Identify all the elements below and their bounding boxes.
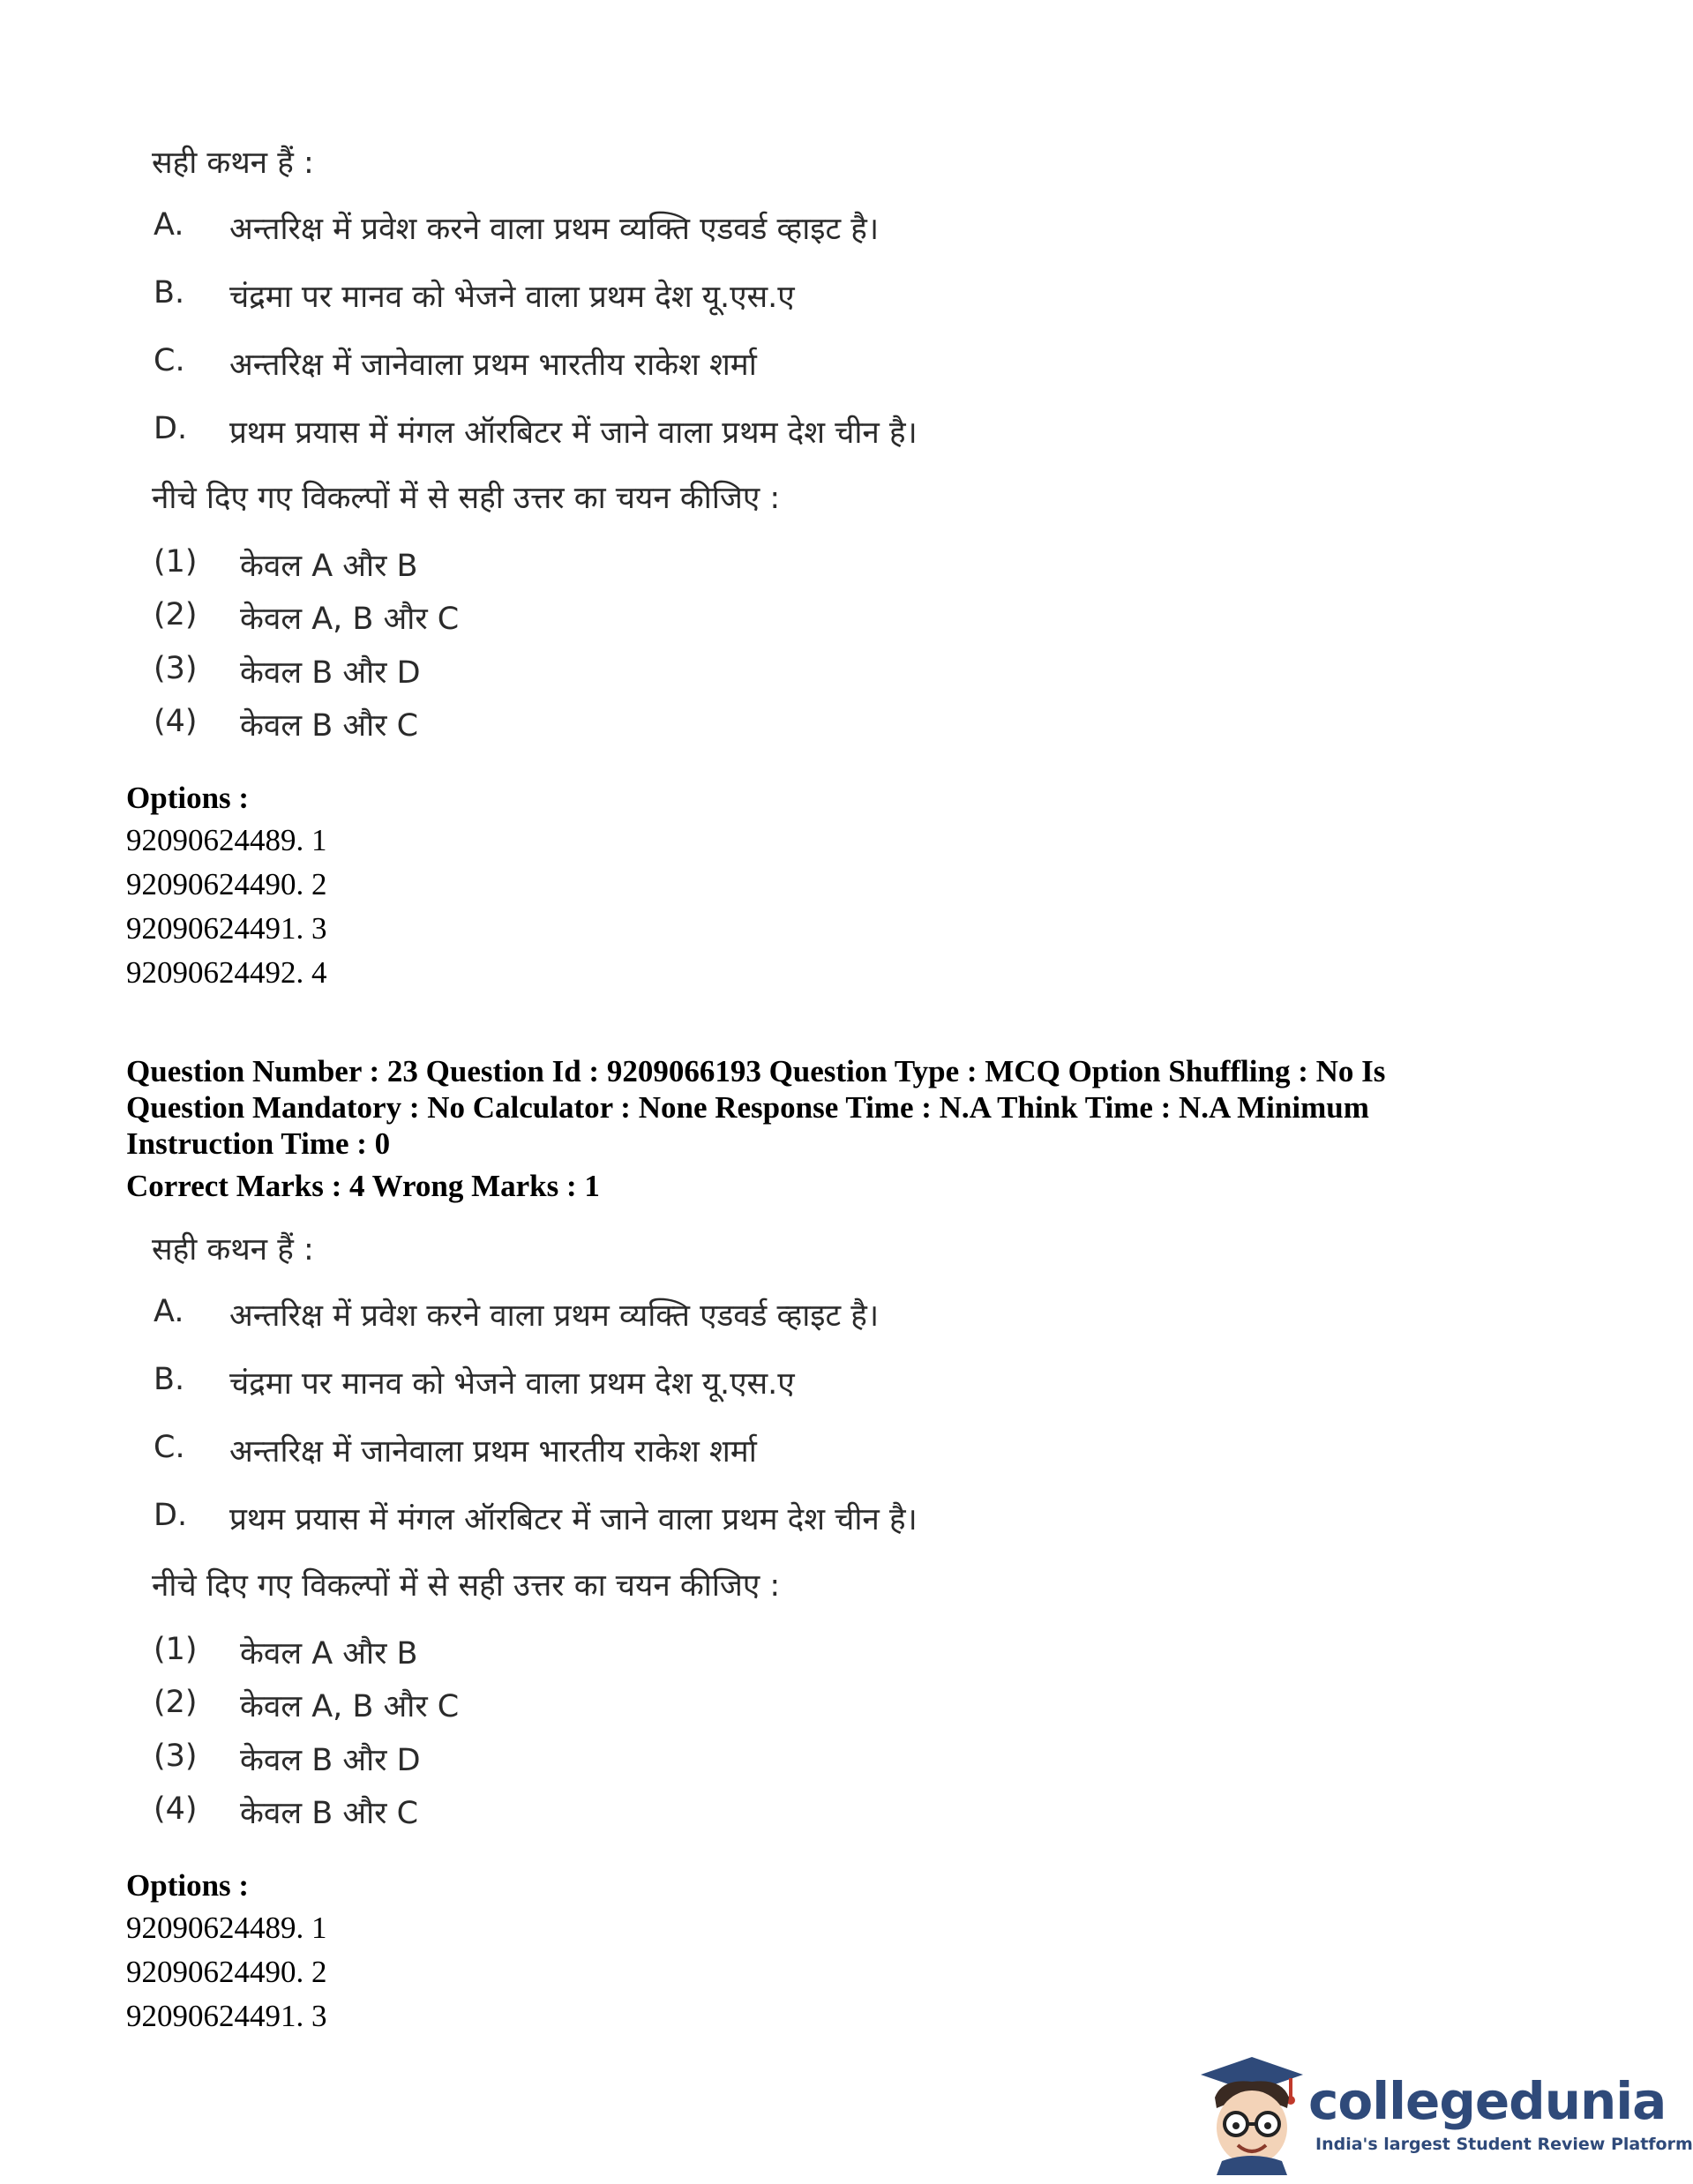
block1-lead: सही कथन हैं : <box>152 146 314 181</box>
student-mascot-icon <box>1195 2052 1308 2175</box>
choice-number: (1) <box>154 544 198 580</box>
statement-letter: B. <box>154 1362 185 1397</box>
choice-text: केवल A, B और C <box>240 602 460 637</box>
block2-options-title: Options : <box>126 1868 250 1903</box>
choice-number: (3) <box>154 651 198 686</box>
statement-letter: D. <box>154 1498 188 1533</box>
statement-letter: D. <box>154 411 188 446</box>
choice-number: (2) <box>154 597 198 632</box>
statement-text: अन्तरिक्ष में प्रवेश करने वाला प्रथम व्यक्ति एडवर्ड व्हाइट है। <box>229 1298 880 1334</box>
question-meta <box>126 1053 1502 1162</box>
choice-number: (1) <box>154 1632 198 1667</box>
statement-text: अन्तरिक्ष में प्रवेश करने वाला प्रथम व्यक्ति एडवर्ड व्हाइट है। <box>229 212 880 247</box>
question-meta-line: Question Number : 23 Question Id : 9209066193 Question Type : MCQ Option Shuffling : No Is <box>126 1054 1386 1088</box>
statement-text: अन्तरिक्ष में जानेवाला प्रथम भारतीय राकेश शर्मा <box>229 348 757 383</box>
statement-letter: C. <box>154 343 185 378</box>
choice-text: केवल B और C <box>240 708 419 744</box>
statement-text: अन्तरिक्ष में जानेवाला प्रथम भारतीय राकेश शर्मा <box>229 1434 757 1470</box>
statement-text: प्रथम प्रयास में मंगल ऑरबिटर में जाने वाला प्रथम देश चीन है। <box>229 1502 918 1537</box>
logo-tagline: India's largest Student Review Platform <box>1315 2135 1693 2154</box>
choice-text: केवल B और D <box>240 1743 421 1778</box>
choice-text: केवल B और D <box>240 655 421 691</box>
choice-text: केवल A, B और C <box>240 1689 460 1724</box>
choice-text: केवल B और C <box>240 1796 419 1831</box>
choice-number: (3) <box>154 1739 198 1774</box>
statement-letter: A. <box>154 1294 184 1329</box>
choice-number: (4) <box>154 1791 198 1827</box>
block1-options-title: Options : <box>126 781 250 815</box>
statement-text: चंद्रमा पर मानव को भेजने वाला प्रथम देश यू.एस.ए <box>229 280 795 315</box>
statement-text: प्रथम प्रयास में मंगल ऑरबिटर में जाने वाला प्रथम देश चीन है। <box>229 415 918 451</box>
block2-lead: सही कथन हैं : <box>152 1232 314 1268</box>
logo-wordmark: collegedunia <box>1308 2071 1667 2131</box>
option-line: 92090624490. 2 <box>126 867 327 901</box>
option-line: 92090624489. 1 <box>126 1911 327 1945</box>
choice-text: केवल A और B <box>240 549 418 584</box>
question-marks: Correct Marks : 4 Wrong Marks : 1 <box>126 1169 600 1203</box>
choice-number: (4) <box>154 704 198 739</box>
option-line: 92090624490. 2 <box>126 1955 327 1989</box>
block2-instruction: नीचे दिए गए विकल्पों में से सही उत्तर का चयन कीजिए : <box>152 1568 781 1604</box>
collegedunia-logo[interactable] <box>1195 2052 1693 2175</box>
statement-letter: C. <box>154 1430 185 1465</box>
question-meta-line: Question Mandatory : No Calculator : None Response Time : N.A Think Time : N.A Minimum <box>126 1090 1369 1125</box>
statement-letter: A. <box>154 207 184 243</box>
option-line: 92090624491. 3 <box>126 1999 327 2033</box>
question-meta-line: Instruction Time : 0 <box>126 1126 391 1161</box>
option-line: 92090624491. 3 <box>126 911 327 946</box>
choice-text: केवल A और B <box>240 1636 418 1672</box>
option-line: 92090624492. 4 <box>126 955 327 990</box>
block1-instruction: नीचे दिए गए विकल्पों में से सही उत्तर का चयन कीजिए : <box>152 481 781 516</box>
statement-text: चंद्रमा पर मानव को भेजने वाला प्रथम देश यू.एस.ए <box>229 1366 795 1402</box>
option-line: 92090624489. 1 <box>126 823 327 857</box>
choice-number: (2) <box>154 1685 198 1720</box>
statement-letter: B. <box>154 275 185 310</box>
